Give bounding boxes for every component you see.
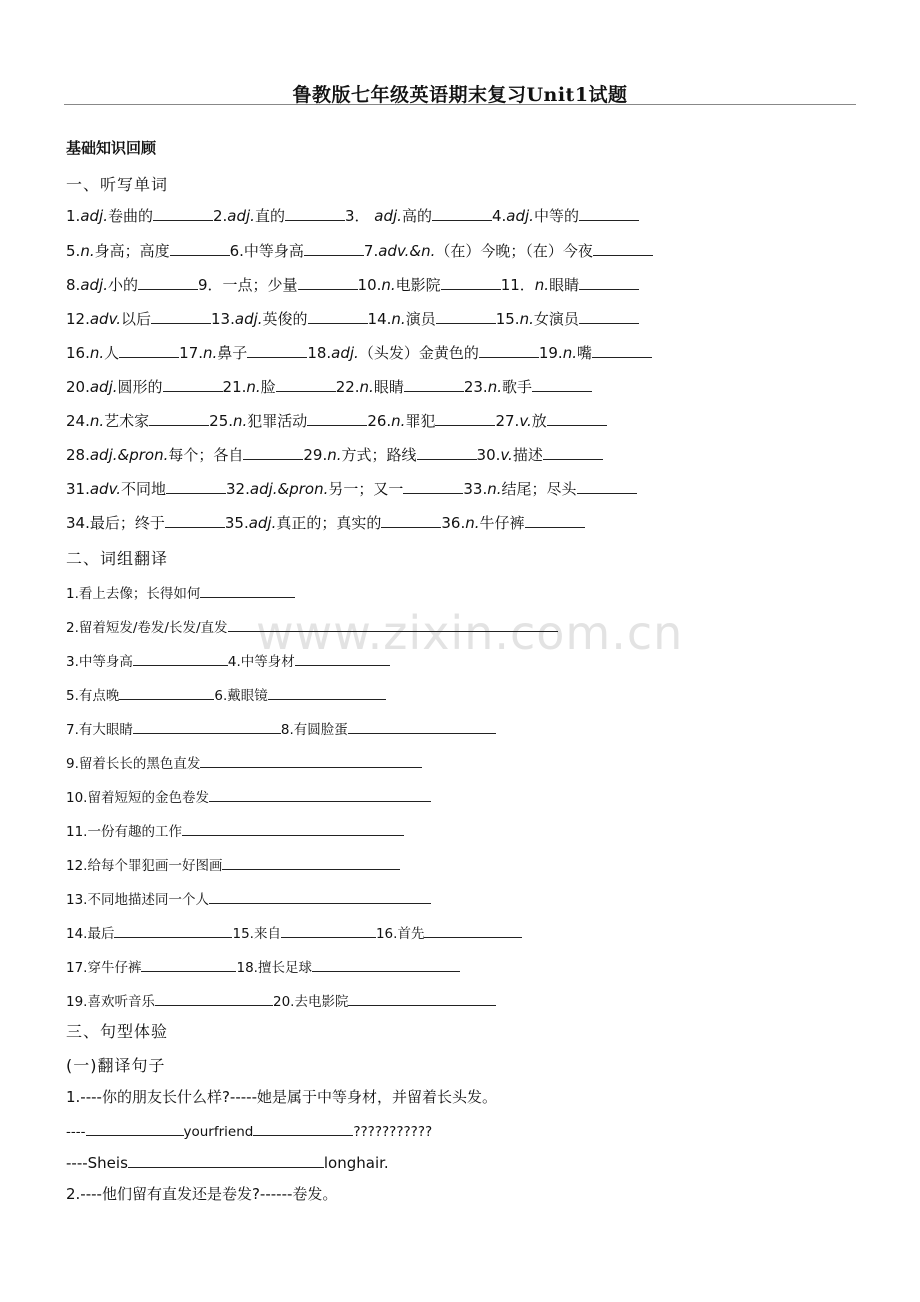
words-row-9: 31.adv.不同地 32.adj.&pron.另一；又一 33.n.结尾；尽头 — [66, 478, 637, 499]
answer-blank[interactable] — [200, 753, 422, 768]
section-dictation: 一、听写单词 — [66, 175, 169, 194]
answer-blank[interactable] — [543, 445, 603, 460]
phrase-row-2: 2.留着短发/卷发/长发/直发 — [66, 616, 558, 636]
answer-blank[interactable] — [119, 343, 179, 358]
answer-blank[interactable] — [403, 479, 463, 494]
phrase-row-11: 14.最后 15.来自 16.首先 — [66, 922, 522, 942]
document-title: 鲁教版七年级英语期末复习Unit1试题 — [292, 84, 628, 106]
answer-blank[interactable] — [312, 957, 460, 972]
answer-blank[interactable] — [432, 206, 492, 221]
answer-blank[interactable] — [119, 685, 214, 700]
answer-blank[interactable] — [308, 309, 368, 324]
answer-blank[interactable] — [579, 206, 639, 221]
answer-blank[interactable] — [228, 617, 558, 632]
sentence-1-answer-line-1: ---- yourfriend ??????????? — [66, 1121, 432, 1140]
words-row-3: 8.adj.小的 9．一点；少量 10.n.电影院 11．n.眼睛 — [66, 274, 639, 295]
answer-blank[interactable] — [285, 206, 345, 221]
answer-blank[interactable] — [441, 275, 501, 290]
section-basic-review: 基础知识回顾 — [66, 139, 157, 157]
answer-blank[interactable] — [149, 411, 209, 426]
answer-blank[interactable] — [138, 275, 198, 290]
section-sentence-practice: 三、句型体验 — [66, 1022, 169, 1041]
phrase-row-12: 17.穿牛仔裤 18.擅长足球 — [66, 956, 460, 976]
answer-blank[interactable] — [276, 377, 336, 392]
words-row-4: 12.adv.以后 13.adj.英俊的 14.n.演员 15.n.女演员 — [66, 308, 639, 329]
answer-blank[interactable] — [86, 1121, 184, 1136]
answer-blank[interactable] — [424, 923, 522, 938]
answer-blank[interactable] — [165, 513, 225, 528]
words-row-2: 5.n.身高；高度 6.中等身高 7.adv.&n.（在）今晚；（在）今夜 — [66, 240, 653, 261]
answer-blank[interactable] — [577, 479, 637, 494]
answer-blank[interactable] — [166, 479, 226, 494]
answer-blank[interactable] — [114, 923, 232, 938]
words-row-6: 20.adj.圆形的 21.n.脸 22.n.眼睛 23.n.歌手 — [66, 376, 592, 397]
subsection-translate-sentences: (一)翻译句子 — [66, 1056, 166, 1075]
answer-blank[interactable] — [404, 377, 464, 392]
answer-blank[interactable] — [436, 309, 496, 324]
answer-blank[interactable] — [295, 651, 390, 666]
answer-blank[interactable] — [209, 889, 431, 904]
title-rule — [64, 104, 856, 105]
answer-blank[interactable] — [532, 377, 592, 392]
answer-blank[interactable] — [525, 513, 585, 528]
answer-blank[interactable] — [163, 377, 223, 392]
answer-blank[interactable] — [247, 343, 307, 358]
sentence-1-answer-line-2: ----Sheis longhair. — [66, 1154, 389, 1172]
phrase-row-3: 3.中等身高 4.中等身材 — [66, 650, 390, 670]
answer-blank[interactable] — [435, 411, 495, 426]
watermark: www.zixin.com.cn — [256, 606, 684, 660]
section-phrase-translation: 二、词组翻译 — [66, 549, 169, 568]
phrase-row-7: 10.留着短短的金色卷发 — [66, 786, 431, 806]
phrase-row-10: 13.不同地描述同一个人 — [66, 888, 431, 908]
answer-blank[interactable] — [243, 445, 303, 460]
phrase-row-8: 11.一份有趣的工作 — [66, 820, 404, 840]
answer-blank[interactable] — [348, 991, 496, 1006]
answer-blank[interactable] — [293, 1121, 331, 1136]
phrase-row-6: 9.留着长长的黑色直发 — [66, 752, 422, 772]
sentence-1-prompt: 1.----你的朋友长什么样?-----她是属于中等身材，并留着长头发。 — [66, 1088, 497, 1106]
sentence-2-prompt: 2.----他们留有直发还是卷发?------卷发。 — [66, 1185, 338, 1203]
answer-blank[interactable] — [304, 241, 364, 256]
phrase-row-1: 1.看上去像；长得如何 — [66, 582, 295, 602]
answer-blank[interactable] — [348, 719, 496, 734]
answer-blank[interactable] — [200, 583, 295, 598]
answer-blank[interactable] — [579, 309, 639, 324]
answer-blank[interactable] — [170, 241, 230, 256]
answer-blank[interactable] — [209, 787, 431, 802]
phrase-row-4: 5.有点晚 6.戴眼镜 — [66, 684, 386, 704]
words-row-8: 28.adj.&pron.每个；各自 29.n.方式；路线 30.v.描述 — [66, 444, 603, 465]
answer-blank[interactable] — [128, 1153, 324, 1168]
answer-blank[interactable] — [307, 411, 367, 426]
answer-blank[interactable] — [155, 991, 273, 1006]
answer-blank[interactable] — [381, 513, 441, 528]
answer-blank[interactable] — [141, 957, 236, 972]
answer-blank[interactable] — [182, 821, 404, 836]
words-row-10: 34.最后；终于 35.adj.真正的；真实的 36.n.牛仔裤 — [66, 512, 585, 533]
phrase-row-5: 7.有大眼睛 8.有圆脸蛋 — [66, 718, 496, 738]
answer-blank[interactable] — [281, 923, 376, 938]
answer-blank[interactable] — [222, 855, 400, 870]
words-row-5: 16.n.人 17.n.鼻子 18.adj.（头发）金黄色的 19.n.嘴 — [66, 342, 652, 363]
answer-blank[interactable] — [592, 343, 652, 358]
phrase-row-9: 12.给每个罪犯画一好图画 — [66, 854, 400, 874]
answer-blank[interactable] — [593, 241, 653, 256]
answer-blank[interactable] — [253, 1121, 293, 1136]
answer-blank[interactable] — [298, 275, 358, 290]
answer-blank[interactable] — [133, 651, 228, 666]
answer-blank[interactable] — [268, 685, 386, 700]
phrase-row-13: 19.喜欢听音乐 20.去电影院 — [66, 990, 496, 1010]
answer-blank[interactable] — [547, 411, 607, 426]
words-row-1: 1.adj.卷曲的 2.adj.直的 3． adj.高的 4.adj.中等的 — [66, 205, 639, 226]
answer-blank[interactable] — [153, 206, 213, 221]
answer-blank[interactable] — [417, 445, 477, 460]
answer-blank[interactable] — [151, 309, 211, 324]
answer-blank[interactable] — [479, 343, 539, 358]
answer-blank[interactable] — [331, 1121, 353, 1136]
answer-blank[interactable] — [133, 719, 281, 734]
answer-blank[interactable] — [579, 275, 639, 290]
words-row-7: 24.n.艺术家 25.n.犯罪活动 26.n.罪犯 27.v.放 — [66, 410, 607, 431]
